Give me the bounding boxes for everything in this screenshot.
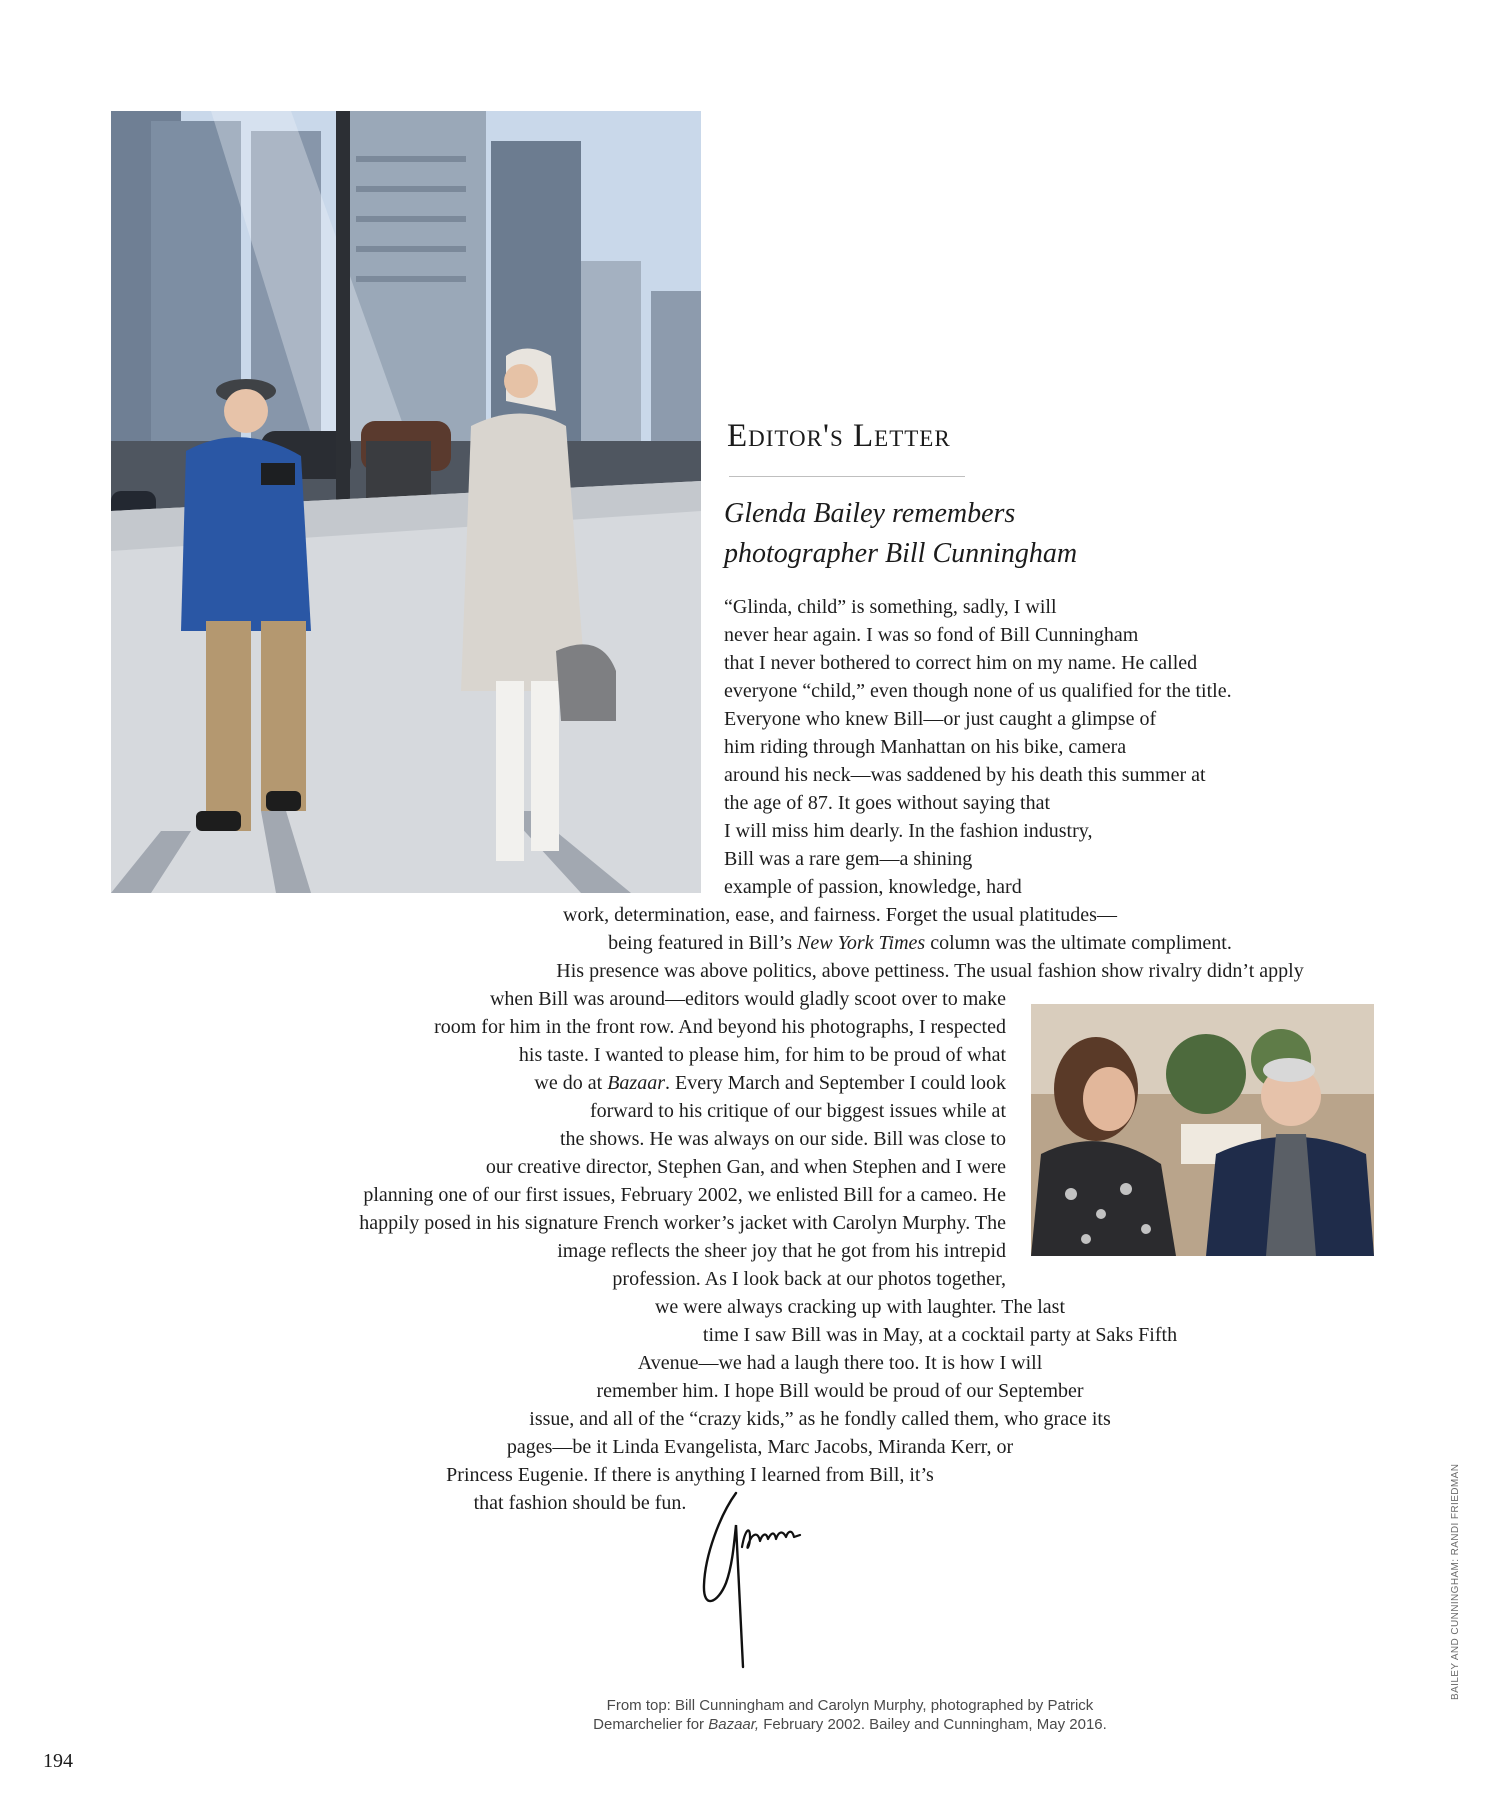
body-line: him riding through Manhattan on his bike, camera — [724, 736, 1127, 758]
photo-caption — [400, 1696, 1300, 1734]
section-title: Editor's Letter — [727, 418, 951, 454]
caption-line-2: Demarchelier for Bazaar, February 2002. Bailey and Cunningham, May 2016. — [593, 1716, 1107, 1733]
body-line: Everyone who knew Bill—or just caught a glimpse of — [724, 708, 1157, 730]
signature-glenda — [690, 1485, 830, 1670]
body-line: room for him in the front row. And beyond his photographs, I respected — [434, 1016, 1006, 1038]
body-line: work, determination, ease, and fairness. Forget the usual platitudes— — [563, 904, 1117, 926]
body-line: profession. As I look back at our photos together, — [612, 1268, 1006, 1290]
body-line: the age of 87. It goes without saying that — [724, 792, 1051, 814]
subtitle-line-1: Glenda Bailey remembers — [724, 498, 1016, 529]
body-line: forward to his critique of our biggest issues while at — [589, 1100, 1006, 1122]
body-line: I will miss him dearly. In the fashion industry, — [724, 820, 1093, 842]
body-line: pages—be it Linda Evangelista, Marc Jacobs, Miranda Kerr, or — [506, 1436, 1014, 1458]
body-line: never hear again. I was so fond of Bill Cunningham — [724, 624, 1139, 646]
body-line: his taste. I wanted to please him, for him to be proud of what — [518, 1044, 1006, 1066]
body-line: that I never bothered to correct him on my name. He called — [724, 652, 1198, 674]
body-line: His presence was above politics, above pettiness. The usual fashion show rivalry didn’t apply — [556, 960, 1304, 982]
body-line: that fashion should be fun. — [473, 1492, 687, 1514]
body-line: our creative director, Stephen Gan, and when Stephen and I were — [485, 1156, 1006, 1178]
body-line: everyone “child,” even though none of us qualified for the title. — [724, 680, 1232, 702]
body-line: time I saw Bill was in May, at a cocktail party at Saks Fifth — [702, 1324, 1178, 1346]
photo-credit: BAILEY AND CUNNINGHAM: RANDI FRIEDMAN — [1450, 1463, 1461, 1700]
body-line: when Bill was around—editors would gladly scoot over to make — [489, 988, 1006, 1010]
body-line: Bill was a rare gem—a shining — [724, 848, 973, 870]
body-line: around his neck—was saddened by his death this summer at — [724, 764, 1206, 786]
subtitle — [724, 494, 1077, 574]
page-number: 194 — [43, 1750, 73, 1772]
body-line: being featured in Bill’s New York Times column was the ultimate compliment. — [608, 932, 1232, 954]
body-line: happily posed in his signature French worker’s jacket with Carolyn Murphy. The — [359, 1212, 1006, 1234]
photo-cunningham-murphy — [111, 111, 701, 893]
body-line: the shows. He was always on our side. Bill was close to — [559, 1128, 1006, 1150]
photo-bailey-cunningham — [1031, 1004, 1374, 1256]
body-line: we do at Bazaar. Every March and September I could look — [534, 1072, 1006, 1094]
body-line: remember him. I hope Bill would be proud of our September — [596, 1380, 1084, 1402]
title-divider — [729, 476, 965, 477]
subtitle-line-2: photographer Bill Cunningham — [724, 538, 1078, 569]
body-line: we were always cracking up with laughter. The last — [654, 1296, 1066, 1318]
body-line: image reflects the sheer joy that he got from his intrepid — [557, 1240, 1006, 1262]
body-line: “Glinda, child” is something, sadly, I will — [724, 596, 1057, 618]
body-line: planning one of our first issues, February 2002, we enlisted Bill for a cameo. He — [363, 1184, 1006, 1206]
body-line: example of passion, knowledge, hard — [724, 876, 1022, 898]
body-line: issue, and all of the “crazy kids,” as he fondly called them, who grace its — [529, 1408, 1111, 1430]
body-line: Avenue—we had a laugh there too. It is how I will — [637, 1352, 1043, 1374]
body-line: Princess Eugenie. If there is anything I learned from Bill, it’s — [446, 1464, 934, 1486]
caption-line-1: From top: Bill Cunningham and Carolyn Murphy, photographed by Patrick — [606, 1697, 1094, 1714]
